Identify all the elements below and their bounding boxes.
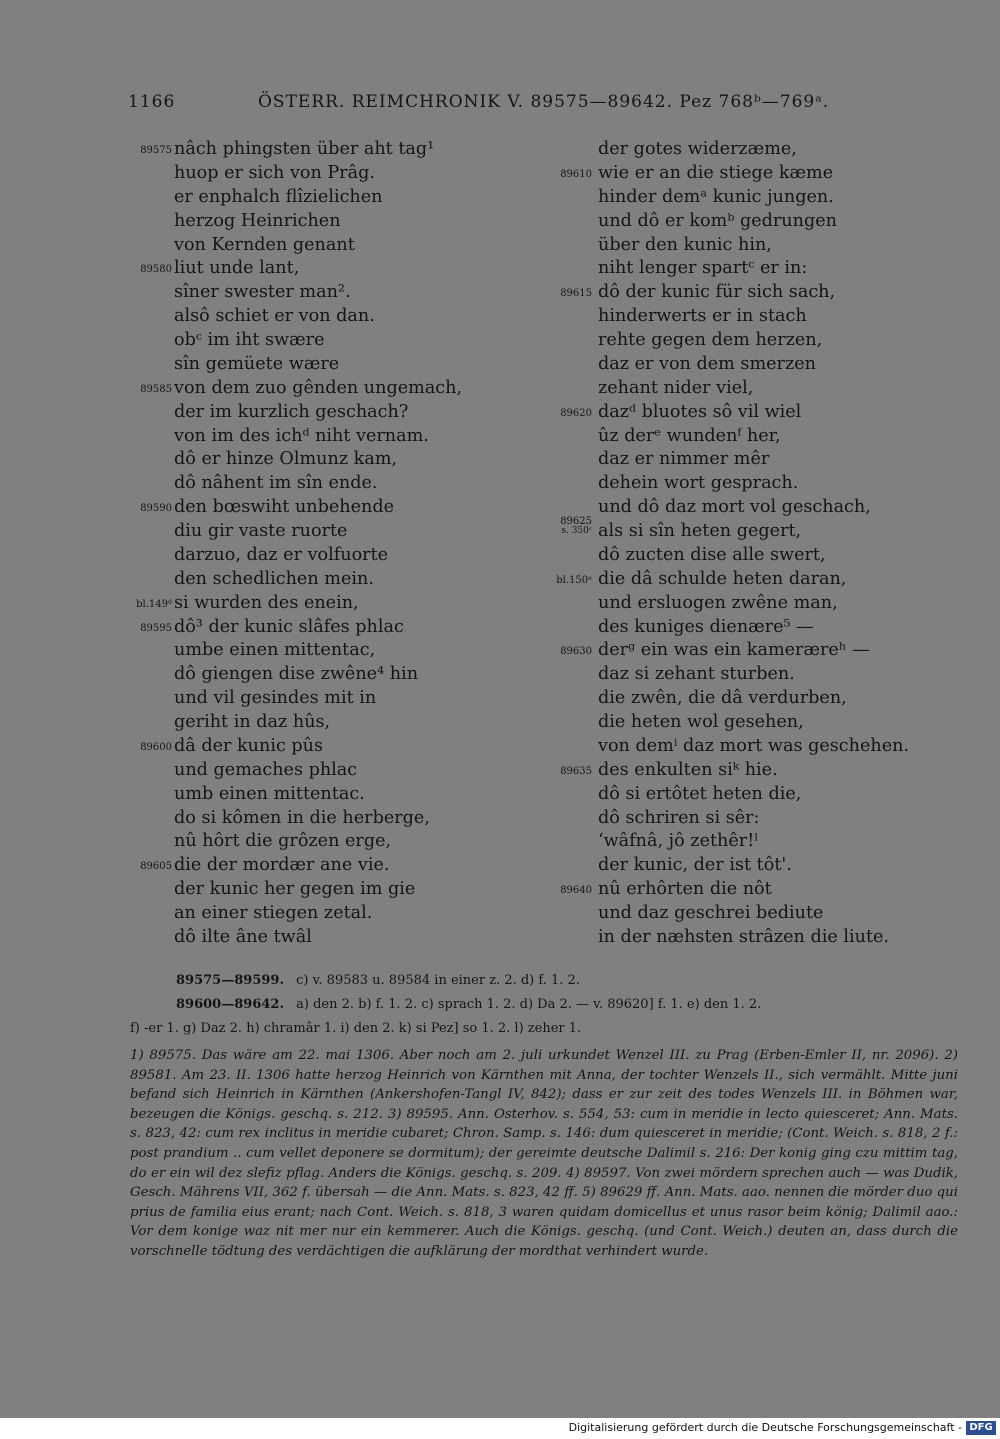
verse-line [530, 735, 970, 759]
verse-text: diu gir vaste ruorte [174, 521, 348, 541]
dfg-logo: DFG [966, 1421, 996, 1435]
verse-line [110, 210, 560, 234]
apparatus-text: c) v. 89583 u. 89584 in einer z. 2. d) f. 1. 2. [296, 973, 580, 988]
verse-line [530, 138, 970, 162]
verse-line [110, 425, 560, 449]
verse-line [530, 210, 970, 234]
verse-number [530, 879, 592, 903]
verse-number-main: 89580 [140, 264, 172, 276]
verse-text: rehte gegen dem herzen, [598, 330, 823, 350]
verse-line [110, 544, 560, 568]
verse-text: hinder demᵃ kunic jungen. [598, 186, 834, 207]
verse-text: dô nâhent im sîn ende. [174, 473, 378, 494]
verse-line [110, 448, 560, 472]
verse-number [110, 139, 172, 163]
verse-line [110, 926, 560, 950]
verse-text: dô³ der kunic slâfes phlac [174, 616, 404, 637]
funding-note: Digitalisierung gefördert durch die Deutsche Forschungsgemeinschaft - [568, 1421, 962, 1434]
verse-line [530, 329, 970, 353]
verse-line [110, 162, 560, 186]
verse-line [530, 353, 970, 377]
verse-text: die zwên, die dâ verdurben, [598, 688, 847, 709]
verse-text: er enphalch flîzielichen [174, 186, 383, 207]
critical-apparatus [130, 970, 960, 1042]
verse-line [530, 257, 970, 281]
verse-number [110, 497, 172, 521]
verse-text: ʻwâfnâ, jô zethêr!ˡ [598, 831, 759, 852]
page-number: 1166 [128, 92, 176, 112]
verse-line [530, 711, 970, 735]
verse-number [530, 517, 592, 535]
verse-text: nû erhôrten die nôt [598, 879, 772, 900]
verse-text: umb einen mittentac. [174, 783, 365, 804]
verse-line [530, 639, 970, 663]
apparatus-row [130, 970, 960, 994]
verse-number [110, 736, 172, 760]
verse-line [110, 711, 560, 735]
verse-number [110, 258, 172, 282]
verse-line [530, 377, 970, 401]
verse-text: dehein wort gesprach. [598, 473, 799, 494]
verse-text: daz er von dem smerzen [598, 353, 816, 374]
verse-line [110, 854, 560, 878]
verse-line [110, 472, 560, 496]
verse-number-main: 89575 [140, 145, 172, 156]
verse-text: daz si zehant sturben. [598, 664, 795, 685]
verse-text: dazᵈ bluotes sô vil wiel [598, 401, 802, 422]
verse-number [530, 402, 592, 426]
verse-number-main: 89600 [140, 741, 172, 753]
apparatus-range: 89600—89642. [176, 997, 284, 1012]
verse-text: von Kernden genant [174, 234, 355, 255]
verse-text: die heten wol gesehen, [598, 712, 804, 732]
verse-number-main: 89640 [560, 885, 592, 897]
verse-text: und dô er komᵇ gedrungen [598, 210, 837, 231]
verse-line [530, 663, 970, 687]
verse-number [530, 569, 592, 593]
verse-text: die dâ schulde heten daran, [598, 568, 847, 589]
verse-number-main: 89620 [560, 407, 592, 419]
verse-number-main: 89615 [560, 288, 592, 300]
verse-line [530, 592, 970, 616]
verse-text: und daz geschrei bediute [598, 903, 824, 923]
verse-number-main: bl.150ᵃ [556, 574, 592, 586]
verse-text: die der mordær ane vie. [174, 855, 390, 876]
verse-text: dô schriren si sêr: [598, 807, 760, 828]
verse-number-main: 89625 [560, 516, 592, 527]
apparatus-text: a) den 2. b) f. 1. 2. c) sprach 1. 2. d) Da 2. — v. 89620] f. 1. e) den 1. 2. [296, 997, 762, 1012]
verse-line [530, 162, 970, 186]
verse-number-main: 89630 [560, 646, 592, 658]
verse-line [110, 902, 560, 926]
verse-number-main: bl.149ᵈ [136, 598, 172, 610]
verse-text: und dô daz mort vol geschach, [598, 497, 871, 518]
verse-line [110, 520, 560, 544]
verse-text: von demⁱ daz mort was geschehen. [598, 735, 910, 756]
verse-line [110, 592, 560, 616]
verse-text: alsô schiet er von dan. [174, 306, 375, 327]
verse-text: geriht in daz hûs, [174, 712, 331, 732]
source-page-ref: s. 350ᶜ [561, 526, 592, 536]
verse-line [110, 186, 560, 210]
verse-text: darzuo, daz er volfuorte [174, 544, 389, 565]
verse-text: hinderwerts er in stach [598, 306, 807, 327]
verse-line [110, 234, 560, 258]
verse-line [110, 377, 560, 401]
verse-text: den schedlichen mein. [174, 568, 374, 589]
verse-line [530, 568, 970, 592]
verse-line [110, 305, 560, 329]
verse-text: niht lenger spartᶜ er in: [598, 258, 808, 279]
apparatus-text: f) -er 1. g) Daz 2. h) chramâr 1. i) den 2. k) si Pez] so 1. 2. l) zeher 1. [130, 1021, 582, 1036]
verse-line [530, 234, 970, 258]
verse-number [110, 378, 172, 402]
verse-text: der im kurzlich geschach? [174, 401, 409, 422]
verse-text: dâ der kunic pûs [174, 735, 324, 756]
verse-line [110, 783, 560, 807]
verse-number [530, 282, 592, 306]
verse-text: von im des ichᵈ niht vernam. [174, 425, 429, 446]
verse-number [110, 855, 172, 879]
verse-text: liut unde lant, [174, 258, 300, 279]
verse-line [530, 902, 970, 926]
verse-text: do si kômen in die herberge, [174, 807, 430, 828]
verse-text: der kunic, der ist tôt'. [598, 855, 792, 876]
verse-line [110, 616, 560, 640]
verse-text: derᵍ ein was ein kameræreʰ — [598, 640, 870, 661]
verse-number-main: 89635 [560, 765, 592, 777]
verse-text: herzog Heinrichen [174, 210, 341, 231]
verse-line [110, 401, 560, 425]
apparatus-row [130, 994, 960, 1018]
verse-text: über den kunic hin, [598, 234, 772, 255]
verse-line [110, 329, 560, 353]
verse-number-main: 89595 [140, 622, 172, 634]
verse-text: des enkulten siᵏ hie. [598, 759, 778, 780]
verse-text: dô ilte âne twâl [174, 926, 312, 947]
verse-line [110, 257, 560, 281]
verse-text: dô der kunic für sich sach, [598, 282, 836, 303]
verse-line [110, 496, 560, 520]
verse-line [530, 759, 970, 783]
verse-text: dô zucten dise alle swert, [598, 544, 826, 565]
verse-text: wie er an die stiege kæme [598, 162, 834, 183]
verse-line [110, 830, 560, 854]
verse-number [110, 593, 172, 617]
verse-line [110, 663, 560, 687]
verse-text: von dem zuo gênden ungemach, [174, 377, 463, 398]
verse-text: daz er nimmer mêr [598, 449, 770, 470]
verse-number [530, 640, 592, 664]
verse-number-main: 89610 [560, 168, 592, 180]
verse-line [110, 807, 560, 831]
verse-text: sîn gemüete wære [174, 353, 340, 374]
verse-text: als si sîn heten gegert, [598, 521, 802, 541]
verse-number-main: 89590 [140, 503, 172, 515]
verse-line [530, 616, 970, 640]
verse-line [110, 281, 560, 305]
verse-line [110, 735, 560, 759]
verse-line [530, 783, 970, 807]
verse-text: zehant nider viel, [598, 377, 754, 398]
verse-line [110, 639, 560, 663]
verse-text: si wurden des enein, [174, 592, 359, 613]
verse-text: der kunic her gegen im gie [174, 879, 416, 900]
verse-line [530, 830, 970, 854]
footnotes: 1) 89575. Das wäre am 22. mai 1306. Aber noch am 2. juli urkundet Wenzel III. zu Prag (Erben-Emler II, nr. 2096). 2) 89581. Am 23. II. 1306 hatte herzog Heinrich von Kärnthen mit Anna, der tochter Wenzels II., sich vermählt. Mitte juni befand sich Heinrich in Kärnthen (Ankershofen-Tangl IV, 842); dass er zur zeit des todes Wenzels III. in Böhmen war, bezeugen die Königs. geschq. s. 212. 3) 89595. Ann. Osterhov. s. 554, 53: cum in meridie in lecto quiesceret; Ann. Mats. s. 823, 42: cum rex inclitus in meridie cubaret; Chron. Samp. s. 146: dum quiesceret in meridie; (Cont. Weich. s. 818, 2 f.: post prandium .. cum vellet deponere se dormitum); der gereimte deutsche Dalimil s. 216: Der konig ging czu mittim tag, do er ein wil dez slefiz pflag. Anders die Königs. geschq. s. 209. 4) 89597. Von zwei mördern sprechen auch — was Dudik, Gesch. Mährens VII, 362 f. übersah — die Ann. Mats. s. 823, 42 ff. 5) 89629 ff. Ann. Mats. aao. nennen die mörder duo qui prius de familia eius erant; nach Cont. Weich. s. 818, 3 waren quidam domicellus et unus rasor beim könig; Dalimil aao.: Vor dem konige waz nit mer nur ein kemmerer. Auch die Königs. geschq. (und Cont. Weich.) deuten an, dass durch die vorschnelle tödtung des verdächtigen die aufklärung der mordthat verhindert wurde. [130, 1048, 958, 1259]
verse-text: und vil gesindes mit in [174, 688, 377, 709]
apparatus-range: 89575—89599. [176, 973, 284, 988]
verse-line [530, 878, 970, 902]
right-verse-column [530, 138, 970, 950]
verse-line [110, 687, 560, 711]
verse-line [530, 854, 970, 878]
verse-line [530, 281, 970, 305]
verse-line [110, 568, 560, 592]
verse-line [530, 401, 970, 425]
verse-text: dô giengen dise zwêne⁴ hin [174, 664, 419, 685]
verse-line [110, 138, 560, 162]
page-header [0, 92, 1000, 116]
verse-number-main: 89585 [140, 383, 172, 395]
verse-number [530, 163, 592, 187]
verse-text: dô er hinze Olmunz kam, [174, 449, 398, 470]
verse-text: den bœswiht unbehende [174, 497, 395, 518]
verse-line [110, 878, 560, 902]
verse-line [530, 186, 970, 210]
verse-text: der gotes widerzæme, [598, 139, 797, 159]
footer-bar [0, 1418, 1000, 1439]
verse-text: obᶜ im iht swære [174, 330, 325, 350]
verse-line [530, 544, 970, 568]
verse-text: umbe einen mittentac, [174, 640, 376, 661]
verse-text: dô si ertôtet heten die, [598, 783, 802, 804]
verse-text: ûz derᵉ wundenᶠ her, [598, 425, 781, 446]
verse-text: und gemaches phlac [174, 759, 358, 780]
verse-text: nû hôrt die grôzen erge, [174, 831, 392, 852]
verse-line [110, 353, 560, 377]
verse-line [530, 448, 970, 472]
verse-text: in der næhsten strâzen die liute. [598, 926, 890, 947]
verse-text: huop er sich von Prâg. [174, 162, 376, 183]
verse-line [530, 305, 970, 329]
verse-text: des kuniges dienære⁵ — [598, 616, 814, 637]
verse-line [530, 472, 970, 496]
verse-text: nâch phingsten über aht tag¹ [174, 139, 435, 159]
left-verse-column [110, 138, 560, 950]
verse-text: an einer stiegen zetal. [174, 903, 373, 923]
verse-line [530, 516, 970, 544]
verse-text: und ersluogen zwêne man, [598, 592, 838, 613]
verse-line [530, 425, 970, 449]
verse-line [110, 759, 560, 783]
verse-line [530, 496, 970, 520]
verse-line [530, 687, 970, 711]
verse-number-main: 89605 [140, 861, 172, 873]
running-title: ÖSTERR. REIMCHRONIK V. 89575—89642. Pez 768ᵇ—769ᵃ. [258, 92, 830, 112]
verse-line [530, 926, 970, 950]
verse-line [530, 807, 970, 831]
apparatus-row [130, 1018, 960, 1042]
verse-text: sîner swester man². [174, 282, 351, 303]
verse-number [110, 617, 172, 641]
verse-number [530, 760, 592, 784]
